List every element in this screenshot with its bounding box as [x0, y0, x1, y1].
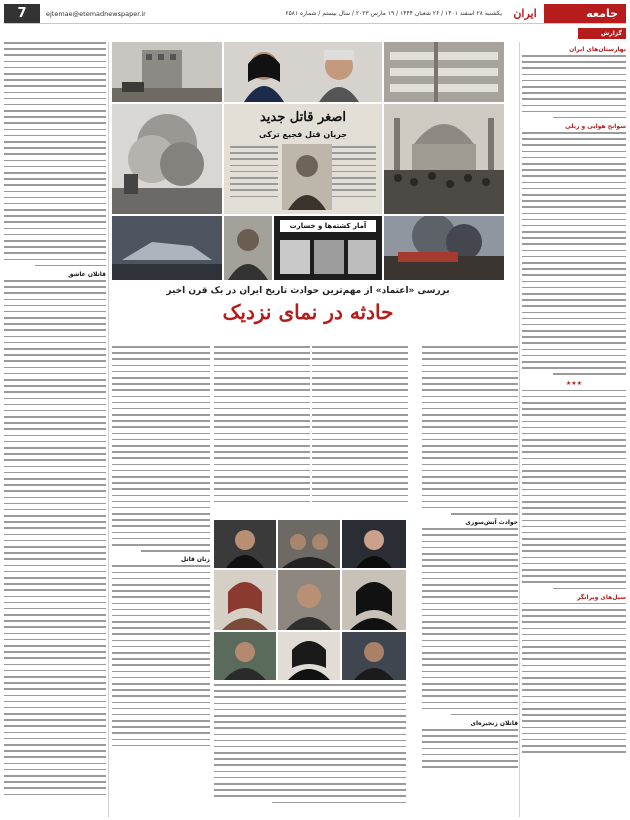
contact-email[interactable]: ejtemae@etemadnewspaper.ir	[46, 9, 146, 18]
subheading-love-killers: قاتلان عاشق	[68, 270, 106, 278]
page-header	[4, 4, 626, 24]
store-photo	[384, 42, 504, 102]
headline-block	[112, 286, 504, 324]
man-portrait-photo	[224, 216, 272, 280]
poster-banner: آمار کشته‌ها و خسارت	[280, 220, 376, 232]
portrait-photo	[214, 520, 276, 568]
text-body	[522, 55, 626, 118]
portrait-photo	[342, 632, 406, 680]
clipping-portrait	[282, 144, 332, 210]
portraits-photo	[224, 42, 382, 102]
middle-right-column	[422, 346, 518, 816]
text-body	[112, 565, 210, 746]
newspaper-clipping	[224, 104, 382, 214]
text-body	[214, 346, 310, 502]
subheading-serial-killers: قاتلان زنجیره‌ای	[470, 720, 518, 728]
main-headline: حادثه در نمای نزدیک	[222, 300, 394, 324]
portrait-photo	[342, 570, 406, 630]
portrait-photo	[278, 570, 340, 630]
train-smoke-photo	[384, 216, 504, 280]
smoke-photo	[112, 104, 222, 214]
text-body	[4, 280, 106, 795]
text-body	[422, 729, 518, 768]
portrait-photo	[278, 632, 340, 680]
text-body	[422, 528, 518, 715]
separator-stars: ★★★	[565, 379, 583, 387]
clipping-headline: اصغر قاتل جدید	[259, 110, 347, 125]
column-rule	[108, 42, 109, 817]
overline: بررسی «اعتماد» از مهم‌ترین حوادث تاریخ ایران در یک قرن اخیر	[166, 286, 450, 296]
report-kicker: گزارش	[578, 28, 626, 39]
left-column	[4, 42, 106, 817]
subheading-fires: حوادث آتش‌سوزی	[465, 519, 518, 527]
center-column-a	[214, 346, 310, 518]
inner-left-column	[112, 346, 210, 816]
clipping-text-left	[230, 146, 278, 202]
clipping-text-right	[332, 146, 376, 202]
clipping-subheadline: جریان قتل فجیع ترکی	[258, 130, 348, 139]
portrait-photo	[278, 520, 340, 568]
portrait-photo	[342, 520, 406, 568]
center-lower-column	[214, 684, 406, 816]
column-rule	[519, 42, 520, 817]
poster-photo	[274, 216, 382, 280]
section-label: جامعه	[544, 4, 626, 23]
portrait-photo	[214, 632, 276, 680]
crowd-photo	[384, 104, 504, 214]
text-body	[522, 390, 626, 590]
wreck-photo	[112, 216, 222, 280]
text-body	[522, 132, 626, 375]
center-column-b	[312, 346, 408, 518]
newspaper-logo: ایران	[513, 7, 537, 20]
text-body	[522, 603, 626, 753]
portrait-photo	[214, 570, 276, 630]
text-body	[112, 346, 210, 552]
subheading-3: سیل‌های ویرانگر	[577, 593, 626, 601]
dateline: یکشنبه ۲۸ اسفند ۱۴۰۱ / ۲۶ شعبان ۱۴۴۴ / ۱۹ مارس ۲۰۲۳ / سال بیستم / شماره ۶۵۸۱	[285, 10, 502, 17]
photo-collage	[112, 42, 504, 280]
right-column	[522, 42, 626, 817]
portraits-grid	[214, 520, 406, 680]
subheading-1: بهارستان‌های ایران	[569, 46, 626, 53]
building-photo	[112, 42, 222, 102]
page-number: 7	[4, 4, 40, 23]
text-body	[312, 346, 408, 502]
subheading-2: سوانح هوایی و ریلی	[565, 123, 626, 131]
subheading-women-killers: زنان قاتل	[181, 556, 210, 564]
text-body	[422, 346, 518, 515]
text-body	[4, 42, 106, 266]
text-body	[214, 684, 406, 803]
